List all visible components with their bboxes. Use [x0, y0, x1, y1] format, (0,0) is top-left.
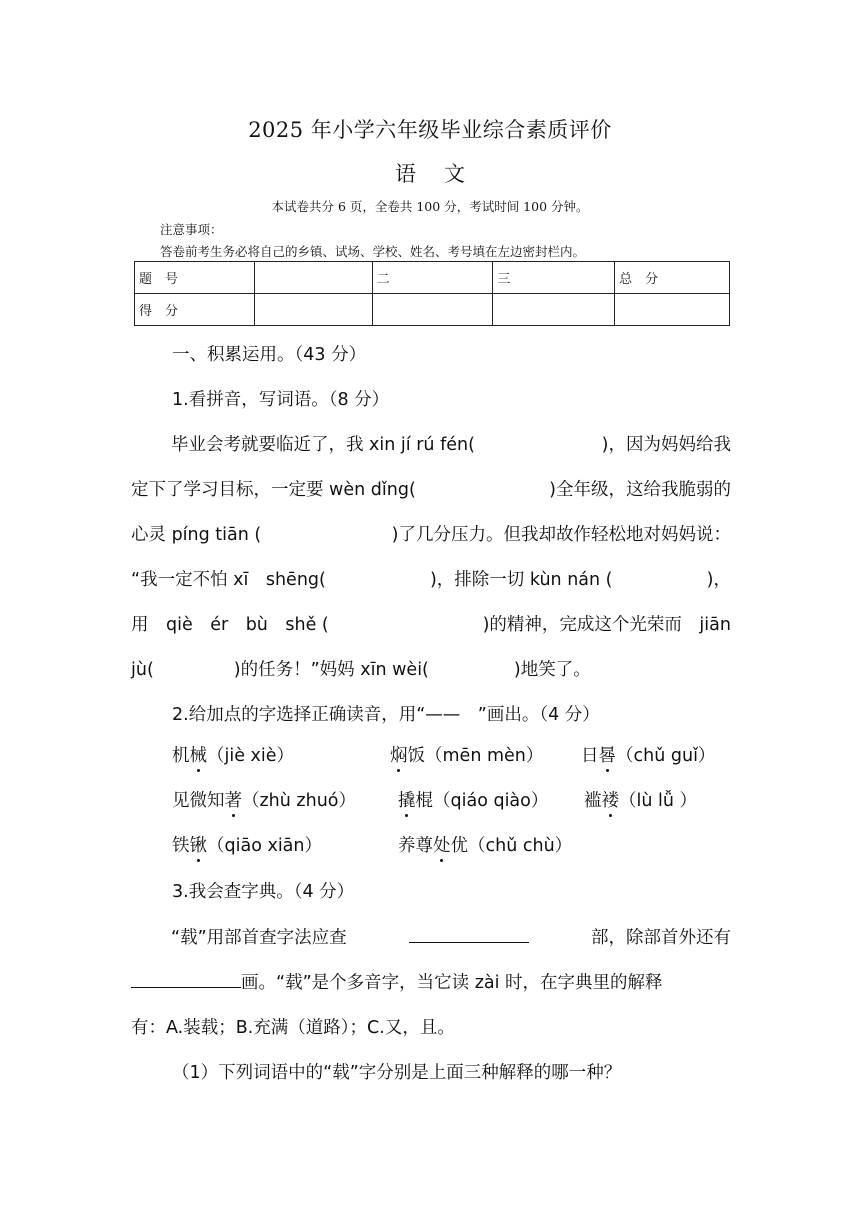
answer-blank[interactable] [286, 521, 366, 546]
q1-text: )的精神，完成这个光荣而 jiān [482, 615, 731, 635]
score-cell: 总 分 [615, 262, 730, 294]
q1-text: )的任务！”妈妈 xīn wèi( [233, 660, 429, 680]
score-cell: 二 [372, 262, 493, 294]
score-cell: 三 [493, 262, 615, 294]
q1-text: jù( [131, 660, 154, 680]
dotted-char: 焖 [390, 742, 408, 767]
question-3-title: 3.我会查字典。（4 分） [172, 882, 355, 902]
score-cell[interactable] [254, 294, 372, 326]
q3-text: 部，除部首外还有 [590, 928, 731, 948]
q1-line-4 [131, 566, 731, 591]
q3-text: 画。“载”是个多音字，当它读 zài 时，在字典里的解释 [241, 973, 663, 993]
dotted-char: 处 [433, 832, 451, 857]
q1-text: 心灵 píng tiān ( [131, 525, 262, 545]
q1-text: )了几分压力。但我却故作轻松地对妈妈说： [391, 525, 731, 545]
q1-text: 用 qiè ér bù shě ( [131, 615, 329, 635]
score-cell: 题 号 [135, 262, 255, 294]
score-cell[interactable] [372, 294, 493, 326]
answer-blank[interactable] [338, 566, 418, 591]
dotted-char: 撬 [398, 787, 416, 812]
q3-line-3: 有：A.装载；B.充满（道路）；C.又，且。 [131, 1018, 455, 1038]
subject-char-1: 语 [395, 162, 416, 186]
score-table-header-row [135, 262, 730, 294]
q1-line-1 [131, 431, 731, 456]
q1-text: )地笑了。 [513, 660, 591, 680]
question-2-title: 2.给加点的字选择正确读音，用“—— ”画出。（4 分） [172, 705, 600, 725]
dotted-char: 褛 [602, 787, 620, 812]
q1-line-5 [131, 611, 731, 636]
answer-underline[interactable] [131, 969, 241, 988]
answer-blank[interactable] [351, 611, 461, 636]
answer-underline[interactable] [409, 924, 529, 943]
answer-blank[interactable] [442, 476, 522, 501]
dotted-char: 械 [190, 742, 208, 767]
q1-text: 毕业会考就要临近了，我 xin jí rú fén( [171, 435, 475, 455]
pronunciation-item[interactable]: 撬棍（qiáo qiào） [398, 787, 548, 812]
notes-label: 注意事项： [160, 222, 223, 237]
q1-text: )，排除一切 kùn nán ( [429, 570, 613, 590]
q3-line-1 [131, 924, 731, 949]
score-cell[interactable] [493, 294, 615, 326]
exam-info: 本试卷共分 6 页，全卷共 100 分，考试时间 100 分钟。 [271, 199, 589, 214]
q1-text: )， [706, 570, 731, 590]
q1-line-2 [131, 476, 731, 501]
subject-title [0, 158, 860, 188]
answer-blank[interactable] [498, 431, 578, 456]
pronunciation-item[interactable]: 铁锹（qiāo xiān） [172, 832, 322, 857]
q3-subquestion: （1）下列词语中的“载”字分别是上面三种解释的哪一种？ [172, 1063, 622, 1083]
q1-text: )，因为妈妈给我 [601, 435, 731, 455]
score-cell[interactable] [615, 294, 730, 326]
dotted-char: 晷 [599, 742, 617, 767]
q1-text: 定下了学习目标，一定要 wèn dǐng( [131, 480, 416, 500]
answer-blank[interactable] [625, 566, 695, 591]
pronunciation-item[interactable]: 褴褛（lù lǚ ） [584, 787, 697, 812]
dotted-char: 著 [225, 787, 243, 812]
score-table-score-row [135, 294, 730, 326]
score-table [134, 261, 730, 326]
score-cell [254, 262, 372, 294]
q1-line-6 [131, 656, 731, 681]
pronunciation-item[interactable]: 焖饭（mēn mèn） [390, 742, 543, 767]
subject-char-2: 文 [444, 162, 465, 186]
q1-line-3 [131, 521, 731, 546]
score-cell: 得 分 [135, 294, 255, 326]
q1-text: “我一定不怕 xī shēng( [131, 570, 326, 590]
section-heading: 一、积累运用。（43 分） [172, 345, 367, 365]
q3-line-2 [131, 969, 731, 994]
notes-text: 答卷前考生务必将自己的乡镇、试场、学校、姓名、考号填在左边密封栏内。 [160, 244, 586, 259]
pronunciation-item[interactable]: 机械（jiè xiè） [172, 742, 294, 767]
pronunciation-item[interactable]: 养尊处优（chǔ chù） [398, 832, 572, 857]
exam-title: 2025 年小学六年级毕业综合素质评价 [248, 118, 612, 142]
q1-text: )全年级，这给我脆弱的 [549, 480, 731, 500]
q3-text: “载”用部首查字法应查 [171, 928, 347, 948]
question-1-title: 1.看拼音，写词语。（8 分） [172, 390, 390, 410]
pronunciation-item[interactable]: 见微知著（zhù zhuó） [172, 787, 356, 812]
dotted-char: 锹 [190, 832, 208, 857]
pronunciation-item[interactable]: 日晷（chǔ guǐ） [581, 742, 715, 767]
